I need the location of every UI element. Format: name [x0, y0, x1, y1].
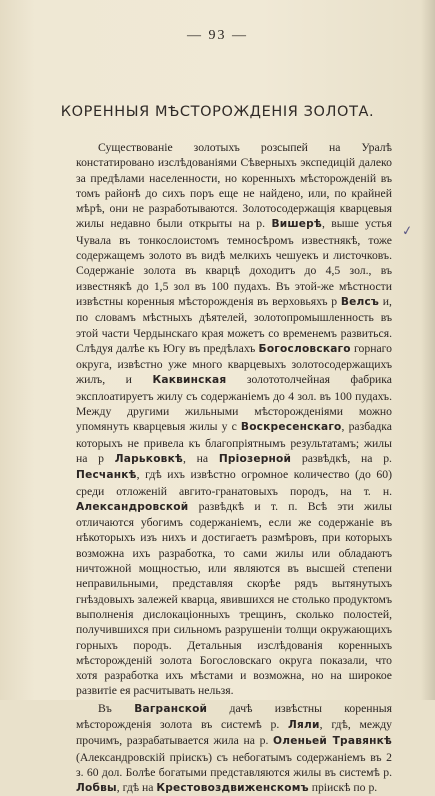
- text-run: , гдѣ на: [116, 781, 157, 795]
- place-name: Богословскаго: [258, 342, 351, 355]
- text-run: , на: [182, 451, 219, 465]
- text-run: , разбадка которыхъ не привела къ благопріятнымъ результатамъ; жилы на р: [76, 420, 392, 465]
- text-run: , выше устья Чувала въ тонкослоистомъ темносѣромъ известнякѣ, тоже содержащемъ золото въ видѣ мелкихъ чешуекъ и листочковъ. Содержаніе золота въ кварцѣ доходитъ до 4,5 зол., въ известнякѣ до 1,5 зол въ 100 пудахъ. Въ этой-же мѣстности извѣстны коренныя мѣсторожденія въ верховьяхъ р: [76, 217, 392, 308]
- place-name: Ляли: [288, 718, 320, 731]
- place-name: Крестовоздвиженскомъ: [156, 782, 309, 795]
- text-run: развѣдкѣ, на р.: [291, 451, 392, 465]
- page-header: [0, 24, 435, 44]
- text-run: Существованіе золотыхъ розсыпей на Уралѣ констатировано изслѣдованіями Сѣверныхъ экспедицій далеко за предѣлами населенности, но коренныхъ мѣсторожденій въ томъ районѣ до сихъ поръ еще не найдено, или, по крайней мѣрѣ, они не разработываются. Золотосодержащія кварцевыя жилы недавно были открыты на р.: [76, 141, 392, 231]
- text-run: и, по словамъ мѣстныхъ дѣятелей, золотопромышленность въ этой части Чердынскаго края можетъ со временемъ развиться. Слѣдуя далѣе къ Югу въ предѣлахъ: [76, 294, 392, 355]
- text-run: развѣдкѣ и т. п. Всѣ эти жилы отличаются убогимъ содержаніемъ, если же содержаніе въ нѣкоторыхъ изъ нихъ и достигаетъ размѣровъ, при которыхъ возможна ихъ разработка, то сами жилы или обладаютъ ничтожной мощностью, или являются въ высшей степени неправильными, представляя скорѣе рядъ вытянутыхъ гнѣздовыхъ залежей кварца, явившихся не столько продуктомъ выполненія дислокаціонныхъ трещинъ, сколько полостей, получившихся при сильномъ разрушеніи толщи окружающихъ горныхъ породъ. Детальныя изслѣдованія коренныхъ мѣсторожденій золота Богословскаго округа показали, что хотя разработка ихъ мѣстами и возможна, но на широкое развитіе ея расчитывать нельзя.: [76, 499, 392, 698]
- place-name: Пріозерной: [218, 452, 292, 465]
- paragraph-2: [76, 701, 392, 796]
- text-run: пріискѣ по р.: [308, 781, 378, 795]
- text-run: , гдѣ, между прочимъ, разрабатывается жила на р.: [76, 717, 392, 748]
- place-name: Вишерѣ: [271, 218, 322, 231]
- text-run: , гдѣ ихъ извѣстно огромное количество (до 60) среди отложеній авгито-гранатовыхъ породъ, на т. н.: [76, 468, 392, 498]
- text-run: Въ: [98, 701, 135, 715]
- place-name: Вагранской: [134, 702, 208, 715]
- text-run: золототолчейная фабрика эксплоатируетъ жилу съ содержаніемъ до 4 зол. въ 100 пудахъ. Между другими жильными мѣсторожденіями можно упомянуть кварцевыя жилы у с: [76, 373, 392, 434]
- place-name: Ларьковкѣ: [114, 452, 183, 465]
- place-name: Лобвы: [76, 782, 117, 795]
- text-run: горнаго округа, извѣстно уже много кварцевыхъ золотосодержащихъ жилъ, и: [76, 341, 393, 387]
- paragraph-1: [76, 140, 392, 699]
- body-text: [76, 140, 392, 796]
- text-run: (Александровскій пріискъ) съ небогатымъ содержаніемъ въ 2 з. 60 дол. Болѣе богатыми представляются жилы въ системѣ р.: [76, 750, 392, 779]
- section-title: КОРЕННЫЯ МѢСТОРОЖДЕНІЯ ЗОЛОТА.: [60, 104, 375, 120]
- place-name: Велсъ: [340, 295, 380, 308]
- place-name: Воскресенскаго: [240, 421, 342, 434]
- place-name: Оленьей Травянкѣ: [273, 735, 393, 748]
- place-name: Каквинская: [152, 374, 227, 387]
- page-number: — 93 —: [187, 28, 248, 43]
- place-name: Песчанкѣ: [76, 469, 137, 482]
- text-run: дачѣ извѣстны коренныя мѣсторожденія золота въ системѣ р.: [76, 701, 392, 731]
- place-name: Александровской: [76, 500, 189, 513]
- pencil-checkmark-icon: ✓: [401, 223, 414, 240]
